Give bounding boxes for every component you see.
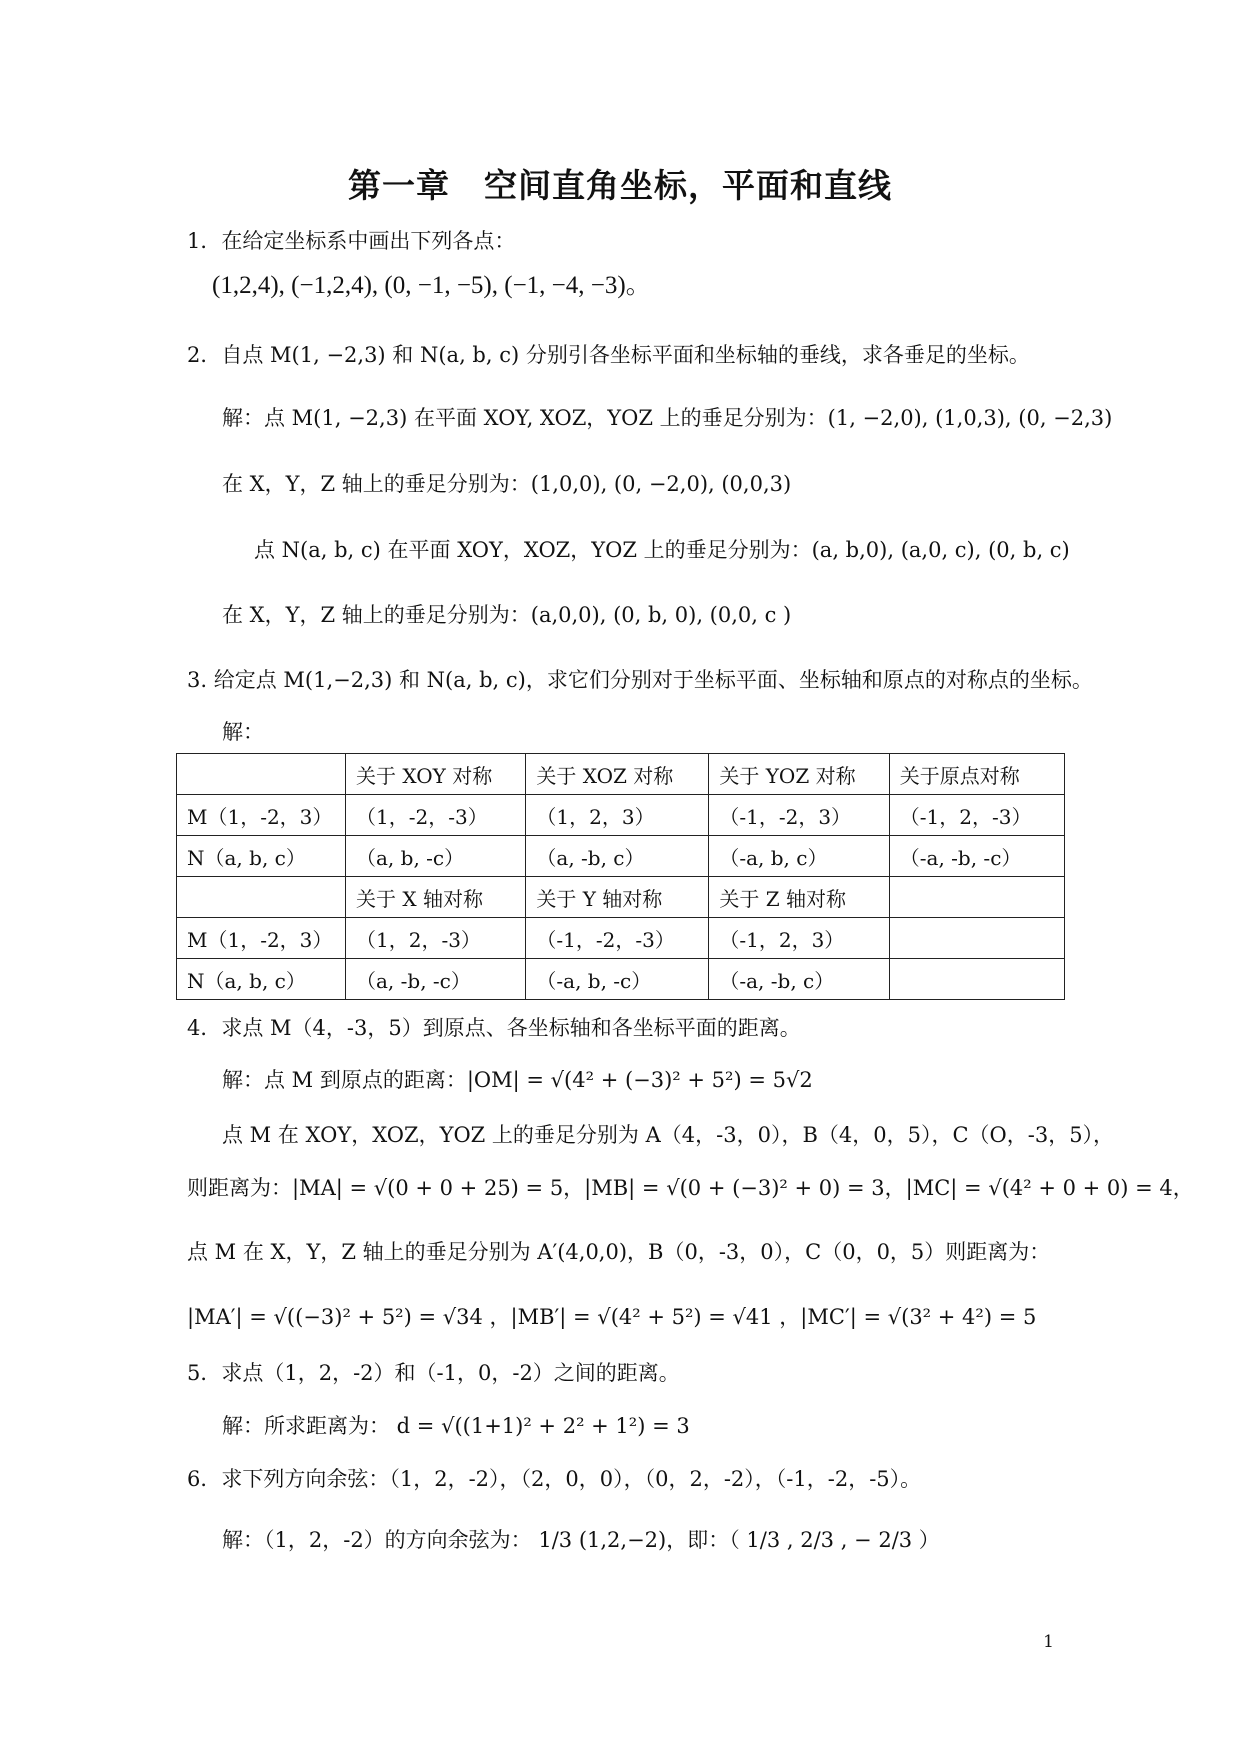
table-cell (889, 918, 1064, 959)
question-3: 3. 给定点 M(1,−2,3) 和 N(a, b, c)，求它们分别对于坐标平面、坐标轴和原点的对称点的坐标。 (187, 668, 1093, 692)
solution-3-label: 解： (222, 720, 264, 744)
table-cell: （1，2，-3） (346, 918, 526, 959)
table-header-cell: 关于 X 轴对称 (346, 877, 526, 918)
table-cell: M（1，-2，3） (177, 795, 346, 836)
table-cell: N（a, b, c） (177, 959, 346, 1000)
table-cell: （-a, b, -c） (526, 959, 709, 1000)
question-5: 5．求点（1，2，-2）和（-1，0，-2）之间的距离。 (187, 1361, 680, 1385)
table-header-cell: 关于原点对称 (889, 754, 1064, 795)
table-cell: （1，-2，-3） (346, 795, 526, 836)
table-cell: （-a, -b, c） (709, 959, 889, 1000)
table-cell: （a, -b, c） (526, 836, 709, 877)
table-cell: （a, b, -c） (346, 836, 526, 877)
solution-2-line-3: 点 N(a, b, c) 在平面 XOY，XOZ，YOZ 上的垂足分别为：(a, b,0), (a,0, c), (0, b, c) (254, 538, 1070, 562)
table-header-cell: 关于 XOZ 对称 (526, 754, 709, 795)
question-1: 1．在给定坐标系中画出下列各点： (187, 229, 516, 253)
table-cell (889, 959, 1064, 1000)
solution-4-line-1: 解：点 M 到原点的距离：|OM| = √(4² + (−3)² + 5²) = 5√2 (222, 1068, 813, 1092)
solution-2-line-2: 在 X，Y，Z 轴上的垂足分别为：(1,0,0), (0, −2,0), (0,0,3) (222, 472, 792, 496)
solution-6: 解：（1，2，-2）的方向余弦为： 1/3 (1,2,−2)，即：（ 1/3 , 2/3 , − 2/3 ） (222, 1528, 940, 1552)
table-header-cell: 关于 YOZ 对称 (709, 754, 889, 795)
chapter-title: 第一章 空间直角坐标，平面和直线 (348, 166, 892, 205)
table-cell: （1，2，3） (526, 795, 709, 836)
table-cell: （a, -b, -c） (346, 959, 526, 1000)
solution-2-line-4: 在 X，Y，Z 轴上的垂足分别为：(a,0,0), (0, b, 0), (0,0, c ) (222, 603, 792, 627)
solution-4-line-5: |MA′| = √((−3)² + 5²) = √34 ，|MB′| = √(4² + 5²) = √41 ，|MC′| = √(3² + 4²) = 5 (187, 1305, 1037, 1329)
table-cell: （-1，2，-3） (889, 795, 1064, 836)
table-row (177, 877, 1065, 918)
table-cell: （-1，-2，3） (709, 795, 889, 836)
table-header-cell: 关于 XOY 对称 (346, 754, 526, 795)
solution-4-line-2: 点 M 在 XOY，XOZ，YOZ 上的垂足分别为 A（4，-3，0），B（4，0，5），C（O，-3，5）， (222, 1123, 1115, 1147)
table-cell (889, 877, 1064, 918)
table-cell: （-a, b, c） (709, 836, 889, 877)
table-cell: M（1，-2，3） (177, 918, 346, 959)
table-row (177, 836, 1065, 877)
table-cell: （-a, -b, -c） (889, 836, 1064, 877)
table-row (177, 754, 1065, 795)
solution-4-line-3: 则距离为：|MA| = √(0 + 0 + 25) = 5，|MB| = √(0 + (−3)² + 0) = 3，|MC| = √(4² + 0 + 0) = 4， (187, 1176, 1194, 1200)
table-row (177, 795, 1065, 836)
table-cell (177, 877, 346, 918)
solution-5: 解：所求距离为： d = √((1+1)² + 2² + 1²) = 3 (222, 1414, 690, 1438)
question-1-points: (1,2,4), (−1,2,4), (0, −1, −5), (−1, −4, −3)。 (212, 272, 651, 299)
question-4: 4．求点 M（4，-3，5）到原点、各坐标轴和各坐标平面的距离。 (187, 1016, 801, 1040)
solution-4-line-4: 点 M 在 X，Y，Z 轴上的垂足分别为 A′(4,0,0)，B（0，-3，0），C（0，0，5）则距离为： (187, 1240, 1051, 1264)
table-row (177, 959, 1065, 1000)
table-cell: （-1，2，3） (709, 918, 889, 959)
page-number: 1 (1043, 1632, 1054, 1652)
table-cell: N（a, b, c） (177, 836, 346, 877)
question-2: 2．自点 M(1, −2,3) 和 N(a, b, c) 分别引各坐标平面和坐标轴的垂线，求各垂足的坐标。 (187, 343, 1030, 367)
question-6: 6．求下列方向余弦：（1，2，-2），（2，0，0），（0，2，-2），（-1，-2，-5）。 (187, 1467, 922, 1491)
table-header-cell: 关于 Y 轴对称 (526, 877, 709, 918)
table-cell: （-1，-2，-3） (526, 918, 709, 959)
solution-2-line-1: 解：点 M(1, −2,3) 在平面 XOY, XOZ，YOZ 上的垂足分别为：(1, −2,0), (1,0,3), (0, −2,3) (222, 406, 1113, 430)
table-row (177, 918, 1065, 959)
table-cell (177, 754, 346, 795)
table-header-cell: 关于 Z 轴对称 (709, 877, 889, 918)
symmetry-table (176, 753, 1065, 1000)
